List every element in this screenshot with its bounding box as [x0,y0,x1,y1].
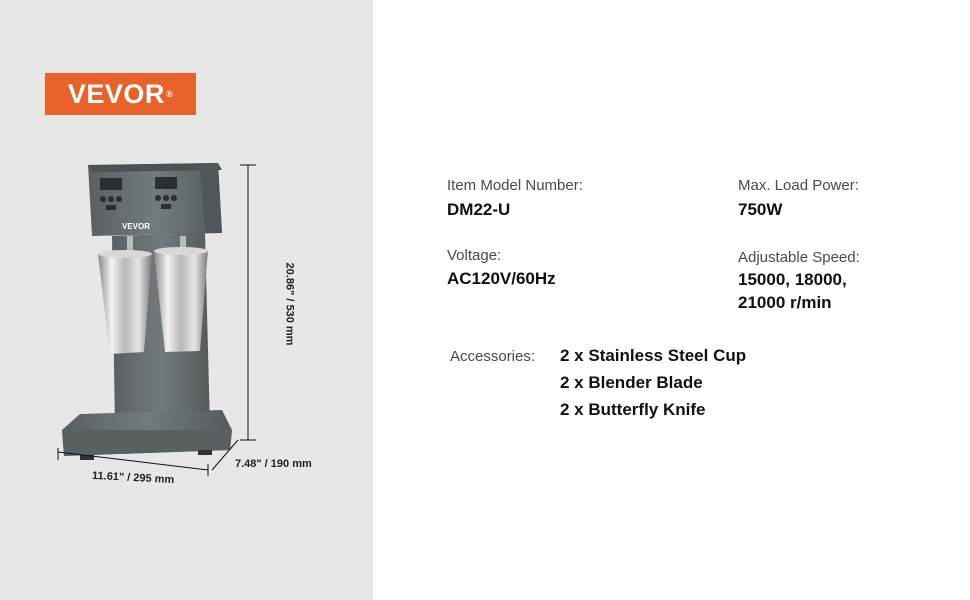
brand-name: VEVOR [67,78,165,109]
left-cup [98,252,152,354]
brand-reg-mark: ® [165,89,174,99]
accessory-item: 2 x Blender Blade [560,373,703,392]
brand-logo [45,73,196,115]
left-display [100,178,122,190]
model-number-value: DM22-U [447,200,511,219]
mixer-front-label: VEVOR [122,222,151,231]
load-power-label: Max. Load Power: [738,177,859,194]
milkshake-mixer-illustration [0,140,373,500]
height-dimension: 20.86" / 530 mm [283,262,296,346]
width-dimension: 11.61" / 295 mm [91,469,175,487]
accessories-label: Accessories: [450,348,536,365]
adjustable-speed-label: Adjustable Speed: [738,249,860,266]
load-power-value: 750W [738,200,783,219]
depth-dimension: 7.48" / 190 mm [235,458,312,470]
adjustable-speed-value-line2: 21000 r/min [738,293,832,312]
right-display [155,177,177,189]
model-number-label: Item Model Number: [447,177,583,194]
product-image-panel [0,0,373,600]
voltage-value: AC120V/60Hz [447,269,556,288]
voltage-label: Voltage: [447,247,502,264]
adjustable-speed-value-line1: 15000, 18000, [738,270,847,289]
accessory-item: 2 x Butterfly Knife [560,400,706,419]
accessory-item: 2 x Stainless Steel Cup [560,346,747,365]
